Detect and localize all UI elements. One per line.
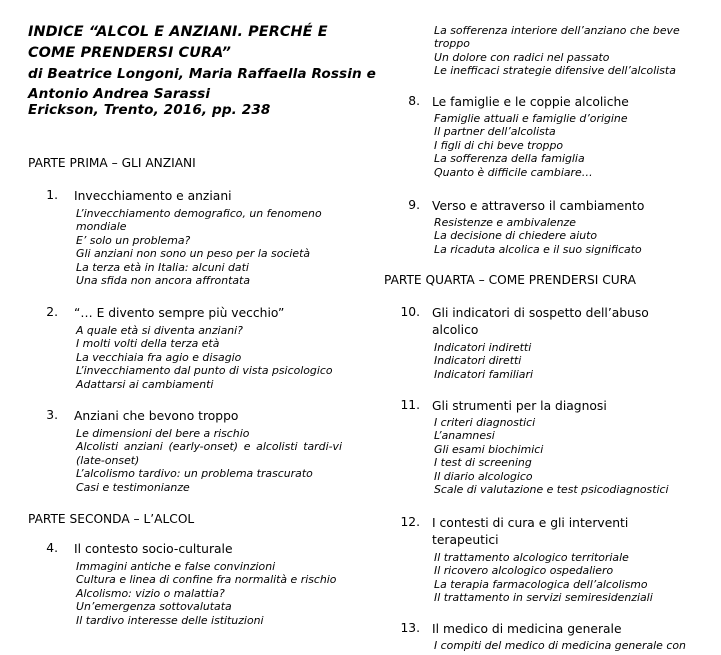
list-item: Il trattamento in servizi semiresidenziali [434,591,653,605]
list-item: I compiti del medico di medicina generale con [434,639,686,652]
list-item: Immagini antiche e false convinzioni [76,560,276,573]
list-item: Alcolismo: vizio o malattia? [76,586,225,600]
chapter-items [434,216,696,256]
chapter-items [434,639,696,652]
list-item: Il ricovero alcologico ospedaliero [434,564,614,578]
list-item: La sofferenza della famiglia [434,152,585,166]
list-item: La ricaduta alcolica e il suo significato [434,242,642,256]
list-item: I figli di chi beve troppo [434,138,564,152]
chapter-items [434,24,696,78]
list-item: I criteri diagnostici [434,416,536,429]
list-item: Indicatori familiari [434,367,533,381]
chapter-title: Verso e attraverso il cambiamento [432,199,645,213]
chapter-number: 8. [408,94,420,108]
chapter-number: 13. [400,621,420,635]
list-item: L’invecchiamento dal punto di vista psicologico [76,364,333,378]
list-item: Il partner dell’alcolista [434,125,556,139]
chapter-number: 12. [400,515,420,529]
list-item: Indicatori diretti [434,354,522,368]
list-item: Il tardivo interesse delle istituzioni [76,613,264,627]
list-item: La terapia farmacologica dell’alcolismo [434,577,648,591]
list-item: Casi e testimonianze [76,480,190,494]
authors-line1: di Beatrice Longoni, Maria Raffaella Rossin e [28,66,376,82]
chapter-title: Invecchiamento e anziani [74,189,232,203]
chapter-title: Anziani che bevono troppo [74,409,239,423]
list-item: La decisione di chiedere aiuto [434,229,598,243]
chapter-items [434,341,696,381]
chapter-number: 10. [400,305,420,319]
list-item: Cultura e linea di confine fra normalità e rischio [76,573,337,587]
chapter-items [76,207,342,287]
list-item: La sofferenza interiore dell’anziano che beve troppo [434,24,680,51]
list-item: Gli esami biochimici [434,442,544,456]
list-item: Le inefficaci strategie difensive dell’alcolista [434,64,676,78]
chapter-items [434,551,696,605]
list-item: Una sfida non ancora affrontata [76,274,251,288]
chapter-title: Gli strumenti per la diagnosi [432,399,607,413]
list-item: L’alcolismo tardivo: un problema trascurato [76,467,313,481]
list-item: L’anamnesi [434,429,495,443]
list-item: Il diario alcologico [434,469,533,483]
list-item: Alcolisti anziani (early-onset) e alcolisti tardi-vi (late-onset) [76,440,342,467]
chapter-items [434,112,696,179]
chapter-items [76,324,342,391]
list-item: La terza età in Italia: alcuni dati [76,260,249,274]
list-item: L’invecchiamento demografico, un fenomeno mondiale [76,207,322,234]
chapter-title: Gli indicatori di sospetto dell’abuso alcolico [432,306,649,337]
chapter-title: “… E divento sempre più vecchio” [74,306,285,320]
chapter-items [434,416,696,496]
list-item: Gli anziani non sono un peso per la società [76,247,311,261]
book-title-line1: INDICE “ALCOL E ANZIANI. PERCHÉ E [28,24,328,40]
list-item: I molti volti della terza età [76,337,220,351]
chapter-number: 2. [46,305,58,319]
list-item: Il trattamento alcologico territoriale [434,551,629,564]
list-item: Scale di valutazione e test psicodiagnostici [434,483,669,497]
chapter-number: 9. [408,198,420,212]
chapter-number: 3. [46,408,58,422]
part-heading: PARTE PRIMA – GLI ANZIANI [28,156,196,170]
list-item: Un’emergenza sottovalutata [76,600,232,614]
part-heading: PARTE QUARTA – COME PRENDERSI CURA [384,273,636,287]
list-item: Famiglie attuali e famiglie d’origine [434,112,628,125]
part-heading: PARTE SECONDA – L’ALCOL [28,512,195,526]
chapter-title: I contesti di cura e gli interventi terapeutici [432,516,629,547]
list-item: E’ solo un problema? [76,233,191,247]
chapter-title: Il medico di medicina generale [432,622,622,636]
publisher: Erickson, Trento, 2016, pp. 238 [28,102,271,118]
list-item: Adattarsi ai cambiamenti [76,377,214,391]
authors-line2: Antonio Andrea Sarassi [28,86,211,102]
chapter-number: 11. [400,398,420,412]
chapter-number: 4. [46,541,58,555]
list-item: Quanto è difficile cambiare… [434,165,593,179]
chapter-title: Le famiglie e le coppie alcoliche [432,95,629,109]
list-item: Resistenze e ambivalenze [434,216,576,229]
list-item: Indicatori indiretti [434,341,532,354]
list-item: I test di screening [434,456,532,470]
chapter-title: Il contesto socio-culturale [74,542,233,556]
chapter-items [76,427,342,494]
list-item: Le dimensioni del bere a rischio [76,427,250,440]
list-item: Un dolore con radici nel passato [434,50,610,64]
book-title-line2: COME PRENDERSI CURA” [28,45,231,61]
chapter-items [76,560,342,627]
chapter-number: 1. [46,188,58,202]
list-item: A quale età si diventa anziani? [76,324,243,337]
list-item: La vecchiaia fra agio e disagio [76,350,242,364]
